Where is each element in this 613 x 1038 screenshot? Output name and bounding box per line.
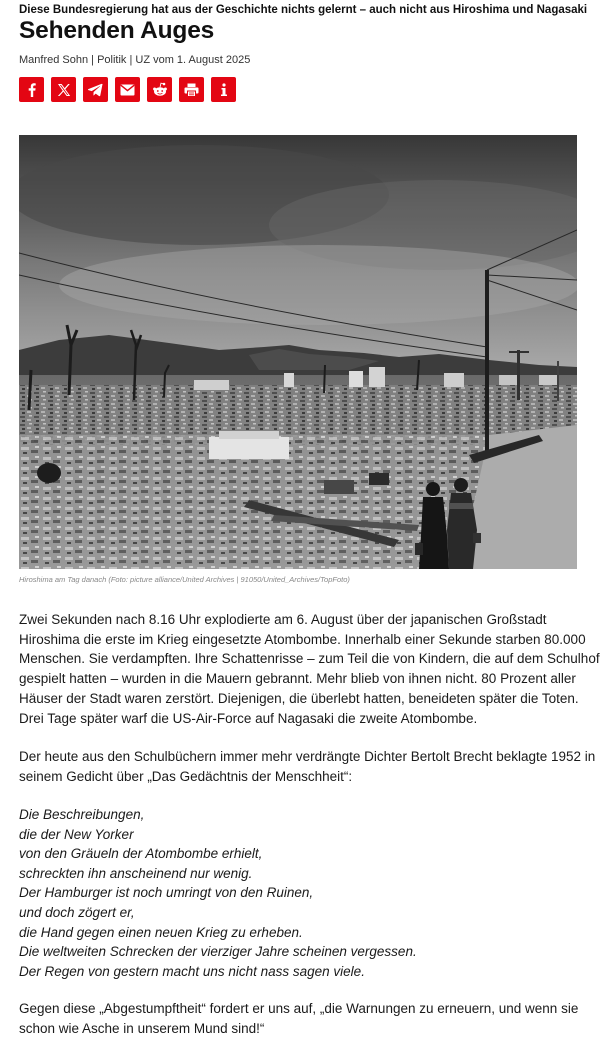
poem-line: Der Hamburger ist noch umringt von den Ruinen, [19,885,314,901]
x-icon [57,83,71,97]
hiroshima-ruins-photo [19,135,577,569]
article-photo [19,135,577,569]
poem-line: die der New Yorker [19,826,134,842]
share-bar [19,77,236,102]
poem-line: die Hand gegen einen neuen Krieg zu erheben. [19,924,303,940]
share-telegram-button[interactable] [83,77,108,102]
reddit-icon [152,82,168,97]
facebook-icon [25,83,39,97]
poem-line: und doch zögert er, [19,904,135,920]
email-icon [120,84,135,96]
poem-line: Die Beschreibungen, [19,807,145,822]
paragraph-1: Zwei Sekunden nach 8.16 Uhr explodierte am 6. August über der japanischen Großstadt Hiroshima die erste im Krieg eingesetzte Atombombe. Innerhalb einer Sekunde starben 80.000 Menschen. Sie verdampften. Ihre Schattenrisse – zum Teil die von Kindern, die auf dem Schulhof gespielt hatten – wurden in die Mauern gebrannt. Mehr blieb von ihnen nicht. 80 Prozent aller Häuser der Stadt waren zerstört. Diejenigen, die überlebt hatten, beneideten später die Toten. Drei Tage später warf die US-Air-Force auf Nagasaki die zweite Atombombe. [19,612,600,726]
paragraph-2: Der heute aus den Schulbüchern immer mehr verdrängte Dichter Bertolt Brecht beklagte 1952 in seinem Gedicht über „Das Gedächtnis der Menschheit“: [19,749,596,784]
print-icon [184,83,199,97]
share-facebook-button[interactable] [19,77,44,102]
poem-line: Der Regen von gestern macht uns nicht nass sagen viele. [19,963,365,979]
article-title: Sehenden Auges [19,17,215,44]
poem-quote [19,805,604,981]
info-icon [219,83,229,97]
poem-line: von den Gräueln der Atombombe erhielt, [19,846,263,862]
print-button[interactable] [179,77,204,102]
share-email-button[interactable] [115,77,140,102]
article-byline: Manfred Sohn | Politik | UZ vom 1. August 2025 [19,54,251,66]
photo-caption: Hiroshima am Tag danach (Foto: picture alliance/United Archives | 91050/United_Archives/TopFoto) [19,575,350,584]
poem-line: Die weltweiten Schrecken der vierziger Jahre scheinen vergessen. [19,944,417,960]
info-button[interactable] [211,77,236,102]
share-reddit-button[interactable] [147,77,172,102]
telegram-icon [88,83,103,97]
share-x-button[interactable] [51,77,76,102]
paragraph-3: Gegen diese „Abgestumpftheit“ fordert er uns auf, „die Warnungen zu erneuern, und wenn sie schon wie Asche in unserem Mund sind!“ [19,1001,579,1036]
article-kicker: Diese Bundesregierung hat aus der Geschichte nichts gelernt – auch nicht aus Hiroshima und Nagasaki [19,4,588,16]
poem-line: schreckten ihn anscheinend nur wenig. [19,865,253,881]
